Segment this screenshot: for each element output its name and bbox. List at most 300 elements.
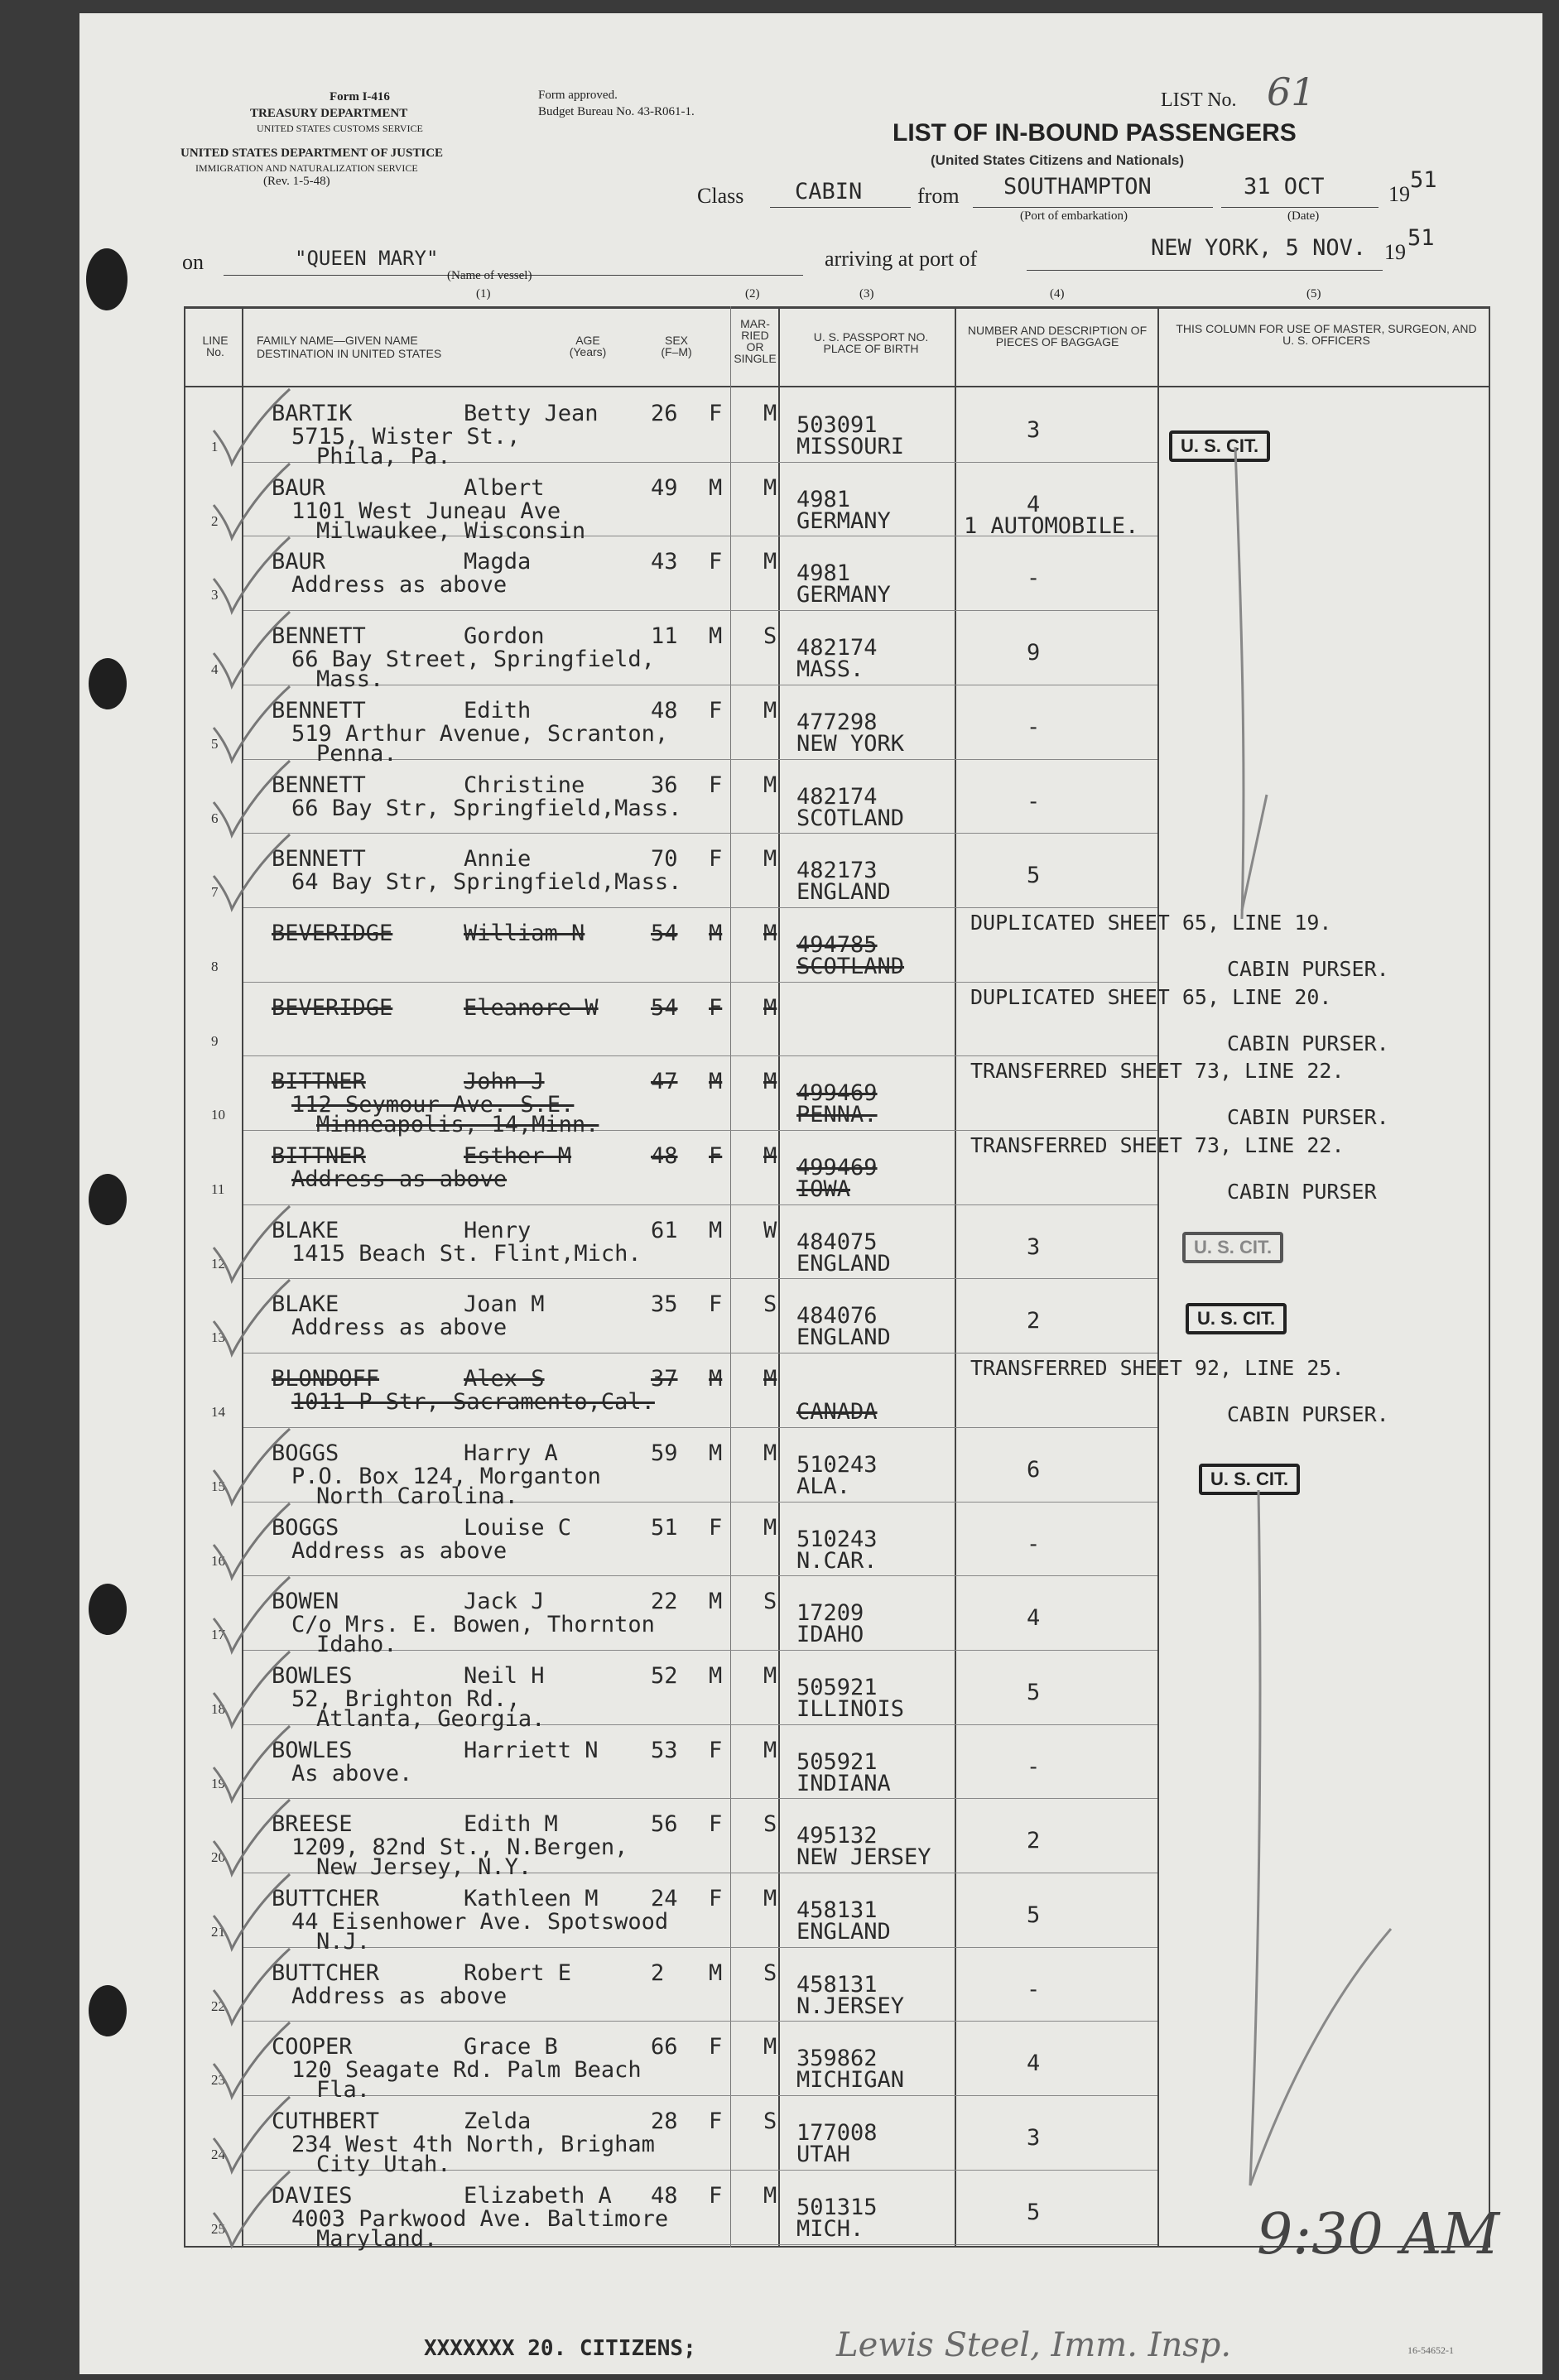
surname: BAUR bbox=[272, 474, 326, 501]
place-of-birth: IOWA bbox=[796, 1176, 851, 1202]
place-of-birth: UTAH bbox=[796, 2142, 851, 2168]
age: 61 bbox=[651, 1217, 678, 1243]
given-name: Henry bbox=[464, 1217, 532, 1243]
given-name: Gordon bbox=[464, 623, 545, 650]
passport-number: 484076 bbox=[796, 1303, 878, 1329]
line-number: 12 bbox=[211, 1255, 225, 1272]
address-line-2: Milwaukee, Wisconsin bbox=[316, 517, 586, 544]
passport-number: 477298 bbox=[796, 709, 878, 735]
year-value: 51 bbox=[1410, 167, 1437, 193]
passport-number: 458131 bbox=[796, 1971, 878, 1998]
punch-hole bbox=[86, 248, 128, 310]
age: 48 bbox=[651, 697, 678, 724]
sex: M bbox=[709, 1959, 723, 1986]
surname: BOWLES bbox=[272, 1662, 353, 1689]
given-name: Harriett N bbox=[464, 1737, 599, 1763]
budget-bureau: Budget Bureau No. 43-R061-1. bbox=[538, 105, 695, 118]
passport-number: 503091 bbox=[796, 412, 878, 438]
line-number: 17 bbox=[211, 1627, 225, 1643]
baggage-count: - bbox=[1027, 1531, 1041, 1557]
page-title: LIST OF IN-BOUND PASSENGERS bbox=[893, 119, 1297, 147]
age: 48 bbox=[651, 2182, 678, 2209]
row-divider bbox=[243, 1427, 1157, 1428]
address-line-1: Address as above bbox=[291, 1166, 508, 1192]
sex: M bbox=[709, 474, 723, 501]
line-number: 22 bbox=[211, 1998, 225, 2014]
address-line-2: North Carolina. bbox=[316, 1483, 518, 1509]
check-mark bbox=[204, 2163, 303, 2254]
address-line-1: Address as above bbox=[291, 572, 508, 599]
surname: BITTNER bbox=[272, 1143, 366, 1169]
given-name: Annie bbox=[464, 846, 532, 873]
marital-status: M bbox=[763, 1143, 777, 1169]
age: 56 bbox=[651, 1811, 678, 1838]
passport-number: 510243 bbox=[796, 1451, 878, 1478]
address-line-1: Address as above bbox=[291, 1983, 508, 2009]
list-no-label: LIST No. bbox=[1161, 89, 1237, 111]
header-officers: THIS COLUMN FOR USE OF MASTER, SURGEON, AND U. S. OFFICERS bbox=[1176, 322, 1477, 347]
sex: M bbox=[709, 1662, 723, 1689]
col-num-3: (3) bbox=[859, 287, 874, 301]
line-number: 8 bbox=[211, 958, 219, 974]
address-line-1: 52, Brighton Rd., bbox=[291, 1685, 521, 1712]
place-of-birth: SCOTLAND bbox=[796, 953, 905, 979]
sex: F bbox=[709, 549, 723, 575]
surname: BOGGS bbox=[272, 1440, 339, 1466]
age: 35 bbox=[651, 1291, 678, 1318]
marital-status: M bbox=[763, 1440, 777, 1466]
line-number: 13 bbox=[211, 1329, 225, 1346]
place-of-birth: ILLINOIS bbox=[796, 1695, 905, 1722]
marital-status: S bbox=[763, 1291, 777, 1318]
age: 22 bbox=[651, 1589, 678, 1615]
punch-hole bbox=[89, 658, 127, 709]
sex: F bbox=[709, 401, 723, 426]
header-sex: SEX (F–M) bbox=[661, 334, 692, 358]
arrival-year-prefix: 19 bbox=[1384, 240, 1406, 264]
passport-number: 177008 bbox=[796, 2120, 878, 2147]
marital-status: W bbox=[763, 1217, 777, 1243]
col-num-1: (1) bbox=[476, 287, 491, 301]
place-of-birth: ENGLAND bbox=[796, 1325, 891, 1351]
line-number: 1 bbox=[211, 439, 219, 454]
place-of-birth: GERMANY bbox=[796, 582, 891, 608]
line-number: 11 bbox=[211, 1181, 225, 1197]
vessel-name: "QUEEN MARY" bbox=[295, 247, 439, 270]
header-married: MAR- RIED OR SINGLE bbox=[734, 317, 777, 365]
baggage-count: - bbox=[1027, 788, 1041, 815]
inspector-signature: Lewis Steel, Imm. Insp. bbox=[836, 2326, 1232, 2364]
surname: BEVERIDGE bbox=[272, 994, 393, 1021]
header-family: FAMILY NAME—GIVEN NAME bbox=[257, 334, 418, 347]
address-line-2: Atlanta, Georgia. bbox=[316, 1705, 546, 1732]
address-line-2: N.J. bbox=[316, 1929, 371, 1954]
given-name: Elizabeth A bbox=[464, 2182, 612, 2209]
from-label: from bbox=[917, 184, 960, 208]
place-of-birth: ENGLAND bbox=[796, 1919, 891, 1945]
surname: BAUR bbox=[272, 549, 326, 575]
cabin-purser: CABIN PURSER. bbox=[1227, 1031, 1389, 1055]
passport-number: 482174 bbox=[796, 783, 878, 810]
form-approved: Form approved. bbox=[538, 89, 618, 102]
surname: BENNETT bbox=[272, 623, 366, 650]
passport-number: 359862 bbox=[796, 2046, 878, 2072]
given-name: Zelda bbox=[464, 2108, 532, 2135]
surname: DAVIES bbox=[272, 2182, 353, 2209]
baggage-count: 4 bbox=[1027, 491, 1041, 517]
sex: F bbox=[709, 2108, 723, 2135]
row-divider bbox=[243, 1575, 1157, 1576]
cabin-purser: CABIN PURSER. bbox=[1227, 1105, 1389, 1130]
baggage-count: 4 bbox=[1027, 1605, 1041, 1632]
marital-status: S bbox=[763, 1811, 777, 1838]
marital-status: S bbox=[763, 623, 777, 650]
place-of-birth: N.CAR. bbox=[796, 1547, 878, 1574]
row-divider bbox=[243, 1798, 1157, 1799]
line-number: 25 bbox=[211, 2220, 225, 2237]
sex: M bbox=[709, 1366, 723, 1392]
place-of-birth: INDIANA bbox=[796, 1770, 891, 1796]
sex: F bbox=[709, 1143, 723, 1169]
given-name: Jack J bbox=[464, 1589, 545, 1615]
passport-number: 484075 bbox=[796, 1228, 878, 1255]
handwritten-time: 9:30 AM bbox=[1257, 2202, 1500, 2267]
row-divider bbox=[243, 982, 1157, 983]
place-of-birth: N.JERSEY bbox=[796, 1993, 905, 2019]
row-divider bbox=[243, 1947, 1157, 1948]
header-baggage: NUMBER AND DESCRIPTION OF PIECES OF BAGGAGE bbox=[967, 324, 1148, 349]
age: 26 bbox=[651, 401, 678, 426]
marital-status: S bbox=[763, 2108, 777, 2135]
marital-status: M bbox=[763, 772, 777, 798]
marital-status: M bbox=[763, 1737, 777, 1763]
age: 36 bbox=[651, 772, 678, 798]
age: 24 bbox=[651, 1886, 678, 1911]
passport-number: 494785 bbox=[796, 931, 878, 958]
row-divider bbox=[243, 610, 1157, 611]
line-number: 7 bbox=[211, 884, 219, 901]
place-of-birth: IDAHO bbox=[796, 1622, 864, 1648]
passport-number: 499469 bbox=[796, 1080, 878, 1107]
from-value: SOUTHAMPTON bbox=[1003, 174, 1152, 200]
given-name: Eleanore W bbox=[464, 994, 599, 1021]
marital-status: S bbox=[763, 1589, 777, 1615]
address-line-1: 519 Arthur Avenue, Scranton, bbox=[291, 720, 669, 747]
baggage-count: 5 bbox=[1027, 2199, 1041, 2225]
line-number: 9 bbox=[211, 1032, 219, 1049]
arrival-year: 51 bbox=[1407, 225, 1435, 251]
sex: M bbox=[709, 1589, 723, 1615]
age: 70 bbox=[651, 846, 678, 873]
cabin-purser: CABIN PURSER. bbox=[1227, 1402, 1389, 1427]
col-num-5: (5) bbox=[1306, 287, 1321, 301]
address-line-2: Mass. bbox=[316, 666, 384, 693]
surname: BUTTCHER bbox=[272, 1959, 380, 1986]
baggage-count: - bbox=[1027, 565, 1041, 592]
line-number: 2 bbox=[211, 512, 219, 529]
baggage-count: - bbox=[1027, 1753, 1041, 1780]
us-cit-stamp: U. S. CIT. bbox=[1186, 1303, 1287, 1334]
given-name: Alex S bbox=[464, 1366, 545, 1392]
sex: F bbox=[709, 697, 723, 724]
punch-hole bbox=[89, 1174, 127, 1225]
passport-number: 501315 bbox=[796, 2194, 878, 2220]
sex: F bbox=[709, 1291, 723, 1318]
annotation-note: TRANSFERRED SHEET 73, LINE 22. bbox=[970, 1133, 1345, 1157]
marital-status: M bbox=[763, 1514, 777, 1541]
passport-number: 499469 bbox=[796, 1155, 878, 1180]
line-number: 19 bbox=[211, 1775, 225, 1791]
address-line-2: New Jersey, N.Y. bbox=[316, 1854, 532, 1881]
address-line-1: 1415 Beach St. Flint,Mich. bbox=[291, 1240, 642, 1267]
place-of-birth: ENGLAND bbox=[796, 1250, 891, 1277]
sex: F bbox=[709, 846, 723, 873]
justice-dept: UNITED STATES DEPARTMENT OF JUSTICE bbox=[180, 147, 444, 160]
annotation-note: TRANSFERRED SHEET 92, LINE 25. bbox=[970, 1356, 1345, 1381]
line-number: 21 bbox=[211, 1924, 225, 1940]
vessel-caption: (Name of vessel) bbox=[447, 269, 532, 282]
marital-status: S bbox=[763, 1959, 777, 1986]
baggage-count: 4 bbox=[1027, 2051, 1041, 2077]
sex: M bbox=[709, 1217, 723, 1243]
surname: CUTHBERT bbox=[272, 2108, 380, 2135]
row-divider bbox=[243, 907, 1157, 908]
surname: BOWEN bbox=[272, 1589, 339, 1615]
passport-number: 458131 bbox=[796, 1897, 878, 1923]
marital-status: M bbox=[763, 1886, 777, 1911]
given-name: Edith M bbox=[464, 1811, 558, 1838]
line-number: 15 bbox=[211, 1478, 225, 1494]
baggage-count: 9 bbox=[1027, 640, 1041, 666]
given-name: Albert bbox=[464, 474, 545, 501]
us-cit-stamp: U. S. CIT. bbox=[1199, 1464, 1300, 1495]
surname: COOPER bbox=[272, 2034, 353, 2060]
baggage-count: 3 bbox=[1027, 2125, 1041, 2152]
address-line-1: 1011 P Str, Sacramento,Cal. bbox=[291, 1389, 655, 1416]
annotation-note: DUPLICATED SHEET 65, LINE 19. bbox=[970, 910, 1332, 935]
row-divider bbox=[243, 1278, 1157, 1279]
baggage-count: 5 bbox=[1027, 863, 1041, 889]
given-name: Kathleen M bbox=[464, 1886, 599, 1911]
address-line-1: 44 Eisenhower Ave. Spotswood bbox=[291, 1909, 669, 1935]
address-line-2: Phila, Pa. bbox=[316, 444, 451, 469]
address-line-2: Maryland. bbox=[316, 2225, 438, 2252]
baggage-count: 6 bbox=[1027, 1456, 1041, 1483]
col-num-2: (2) bbox=[745, 287, 760, 301]
date-value: 31 OCT bbox=[1244, 174, 1325, 200]
sex: M bbox=[709, 1440, 723, 1466]
address-line-1: 5715, Wister St., bbox=[291, 424, 521, 450]
line-number: 6 bbox=[211, 810, 219, 826]
us-cit-stamp: U. S. CIT. bbox=[1169, 430, 1270, 462]
place-of-birth: GERMANY bbox=[796, 507, 891, 534]
sex: F bbox=[709, 772, 723, 798]
treasury-dept: TREASURY DEPARTMENT bbox=[250, 107, 408, 120]
marital-status: M bbox=[763, 549, 777, 575]
passport-number: 17209 bbox=[796, 1600, 864, 1627]
passport-number: 4981 bbox=[796, 560, 851, 587]
given-name: Betty Jean bbox=[464, 401, 599, 426]
baggage-count: - bbox=[1027, 714, 1041, 740]
place-of-birth: CANADA bbox=[796, 1399, 878, 1426]
place-of-birth: NEW JERSEY bbox=[796, 1844, 931, 1871]
address-line-2: City Utah. bbox=[316, 2152, 451, 2178]
surname: BENNETT bbox=[272, 697, 366, 724]
sex: F bbox=[709, 994, 723, 1021]
surname: BITTNER bbox=[272, 1069, 366, 1095]
marital-status: M bbox=[763, 1069, 777, 1095]
given-name: Edith bbox=[464, 697, 532, 724]
list-no-value: 61 bbox=[1267, 70, 1316, 114]
line-number: 18 bbox=[211, 1700, 225, 1717]
class-value: CABIN bbox=[795, 179, 863, 204]
customs-service: UNITED STATES CUSTOMS SERVICE bbox=[257, 123, 423, 134]
age: 54 bbox=[651, 920, 678, 946]
form-number: Form I-416 bbox=[330, 90, 390, 103]
surname: BEVERIDGE bbox=[272, 920, 393, 946]
header-destination: DESTINATION IN UNITED STATES bbox=[257, 347, 442, 360]
arriving-label: arriving at port of bbox=[825, 247, 978, 271]
given-name: Robert E bbox=[464, 1959, 572, 1986]
surname: BARTIK bbox=[272, 401, 353, 426]
punch-hole bbox=[89, 1985, 127, 2036]
marital-status: M bbox=[763, 1662, 777, 1689]
header-passport: U. S. PASSPORT NO. PLACE OF BIRTH bbox=[813, 330, 929, 355]
marital-status: M bbox=[763, 2182, 777, 2209]
line-number: 5 bbox=[211, 735, 219, 752]
age: 28 bbox=[651, 2108, 678, 2135]
cabin-purser: CABIN PURSER bbox=[1227, 1180, 1377, 1204]
row-divider bbox=[243, 2095, 1157, 2096]
place-of-birth: MISSOURI bbox=[796, 434, 905, 459]
cabin-purser: CABIN PURSER. bbox=[1227, 956, 1389, 981]
passport-number: 482173 bbox=[796, 858, 878, 884]
given-name: John J bbox=[464, 1069, 545, 1095]
address-line-1: As above. bbox=[291, 1760, 413, 1786]
line-number: 10 bbox=[211, 1107, 225, 1123]
given-name: William N bbox=[464, 920, 585, 946]
marital-status: M bbox=[763, 846, 777, 873]
age: 48 bbox=[651, 1143, 678, 1169]
age: 54 bbox=[651, 994, 678, 1021]
annotation-note: TRANSFERRED SHEET 73, LINE 22. bbox=[970, 1059, 1345, 1084]
sex: F bbox=[709, 2034, 723, 2060]
address-line-2: Fla. bbox=[316, 2077, 371, 2104]
address-line-2: Idaho. bbox=[316, 1632, 397, 1658]
place-of-birth: MICH. bbox=[796, 2215, 864, 2242]
given-name: Joan M bbox=[464, 1291, 545, 1318]
check-mark bbox=[204, 1272, 303, 1363]
sex: F bbox=[709, 1811, 723, 1838]
address-line-1: C/o Mrs. E. Bowen, Thornton bbox=[291, 1612, 655, 1638]
row-divider bbox=[243, 2021, 1157, 2022]
given-name: Neil H bbox=[464, 1662, 545, 1689]
col-num-4: (4) bbox=[1050, 287, 1065, 301]
surname: BLAKE bbox=[272, 1291, 339, 1318]
age: 43 bbox=[651, 549, 678, 575]
age: 53 bbox=[651, 1737, 678, 1763]
age: 51 bbox=[651, 1514, 678, 1541]
sex: M bbox=[709, 1069, 723, 1095]
form-code: 16-54652-1 bbox=[1407, 2344, 1454, 2356]
marital-status: M bbox=[763, 1366, 777, 1392]
given-name: Grace B bbox=[464, 2034, 558, 2060]
sex: F bbox=[709, 2182, 723, 2209]
age: 59 bbox=[651, 1440, 678, 1466]
line-number: 24 bbox=[211, 2147, 225, 2163]
marital-status: M bbox=[763, 994, 777, 1021]
baggage-description: 1 AUTOMOBILE. bbox=[964, 512, 1139, 539]
given-name: Harry A bbox=[464, 1440, 558, 1466]
place-of-birth: ALA. bbox=[796, 1473, 851, 1499]
line-number: 23 bbox=[211, 2072, 225, 2089]
place-of-birth: ENGLAND bbox=[796, 879, 891, 906]
sex: M bbox=[709, 920, 723, 946]
address-line-1: 120 Seagate Rd. Palm Beach bbox=[291, 2057, 642, 2084]
age: 49 bbox=[651, 474, 678, 501]
given-name: Christine bbox=[464, 772, 585, 798]
sex: F bbox=[709, 1886, 723, 1911]
marital-status: M bbox=[763, 920, 777, 946]
address-line-2: Penna. bbox=[316, 740, 397, 767]
baggage-count: 5 bbox=[1027, 1902, 1041, 1928]
passport-number: 505921 bbox=[796, 1674, 878, 1700]
page-subtitle: (United States Citizens and Nationals) bbox=[931, 152, 1185, 168]
passport-number: 482174 bbox=[796, 635, 878, 661]
age: 11 bbox=[651, 623, 678, 650]
age: 52 bbox=[651, 1662, 678, 1689]
sex: F bbox=[709, 1514, 723, 1541]
surname: BUTTCHER bbox=[272, 1886, 380, 1911]
baggage-count: 5 bbox=[1027, 1679, 1041, 1705]
baggage-count: 3 bbox=[1027, 1233, 1041, 1260]
class-label: Class bbox=[697, 184, 744, 208]
marital-status: M bbox=[763, 697, 777, 724]
passport-number: 510243 bbox=[796, 1526, 878, 1552]
passport-number: 495132 bbox=[796, 1823, 878, 1849]
address-line-1: P.O. Box 124, Morganton bbox=[291, 1463, 601, 1489]
baggage-count: 3 bbox=[1027, 417, 1041, 443]
row-divider bbox=[243, 833, 1157, 834]
given-name: Esther M bbox=[464, 1143, 572, 1169]
arrival-port-date: NEW YORK, 5 NOV. bbox=[1151, 235, 1367, 261]
place-of-birth: PENNA. bbox=[796, 1102, 878, 1128]
age: 37 bbox=[651, 1366, 678, 1392]
passport-number: 505921 bbox=[796, 1748, 878, 1775]
address-line-1: 4003 Parkwood Ave. Baltimore bbox=[291, 2205, 669, 2232]
marital-status: M bbox=[763, 2034, 777, 2060]
punch-hole bbox=[89, 1584, 127, 1635]
port-embark-caption: (Port of embarkation) bbox=[1020, 209, 1128, 223]
total-citizens: XXXXXXX 20. CITIZENS; bbox=[424, 2336, 696, 2361]
surname: BENNETT bbox=[272, 846, 366, 873]
check-mark bbox=[204, 826, 303, 917]
us-cit-stamp: U. S. CIT. bbox=[1182, 1232, 1283, 1263]
line-number: 14 bbox=[211, 1404, 225, 1421]
on-label: on bbox=[182, 250, 204, 274]
marital-status: M bbox=[763, 474, 777, 501]
address-line-1: 66 Bay Str, Springfield,Mass. bbox=[291, 795, 682, 821]
header-age: AGE (Years) bbox=[569, 334, 607, 358]
line-number: 16 bbox=[211, 1552, 225, 1569]
row-divider bbox=[243, 1055, 1157, 1056]
sex: F bbox=[709, 1737, 723, 1763]
marital-status: M bbox=[763, 401, 777, 426]
baggage-count: - bbox=[1027, 1976, 1041, 2003]
annotation-note: DUPLICATED SHEET 65, LINE 20. bbox=[970, 984, 1332, 1009]
header-line-no: LINE No. bbox=[202, 334, 229, 358]
surname: BENNETT bbox=[272, 772, 366, 798]
